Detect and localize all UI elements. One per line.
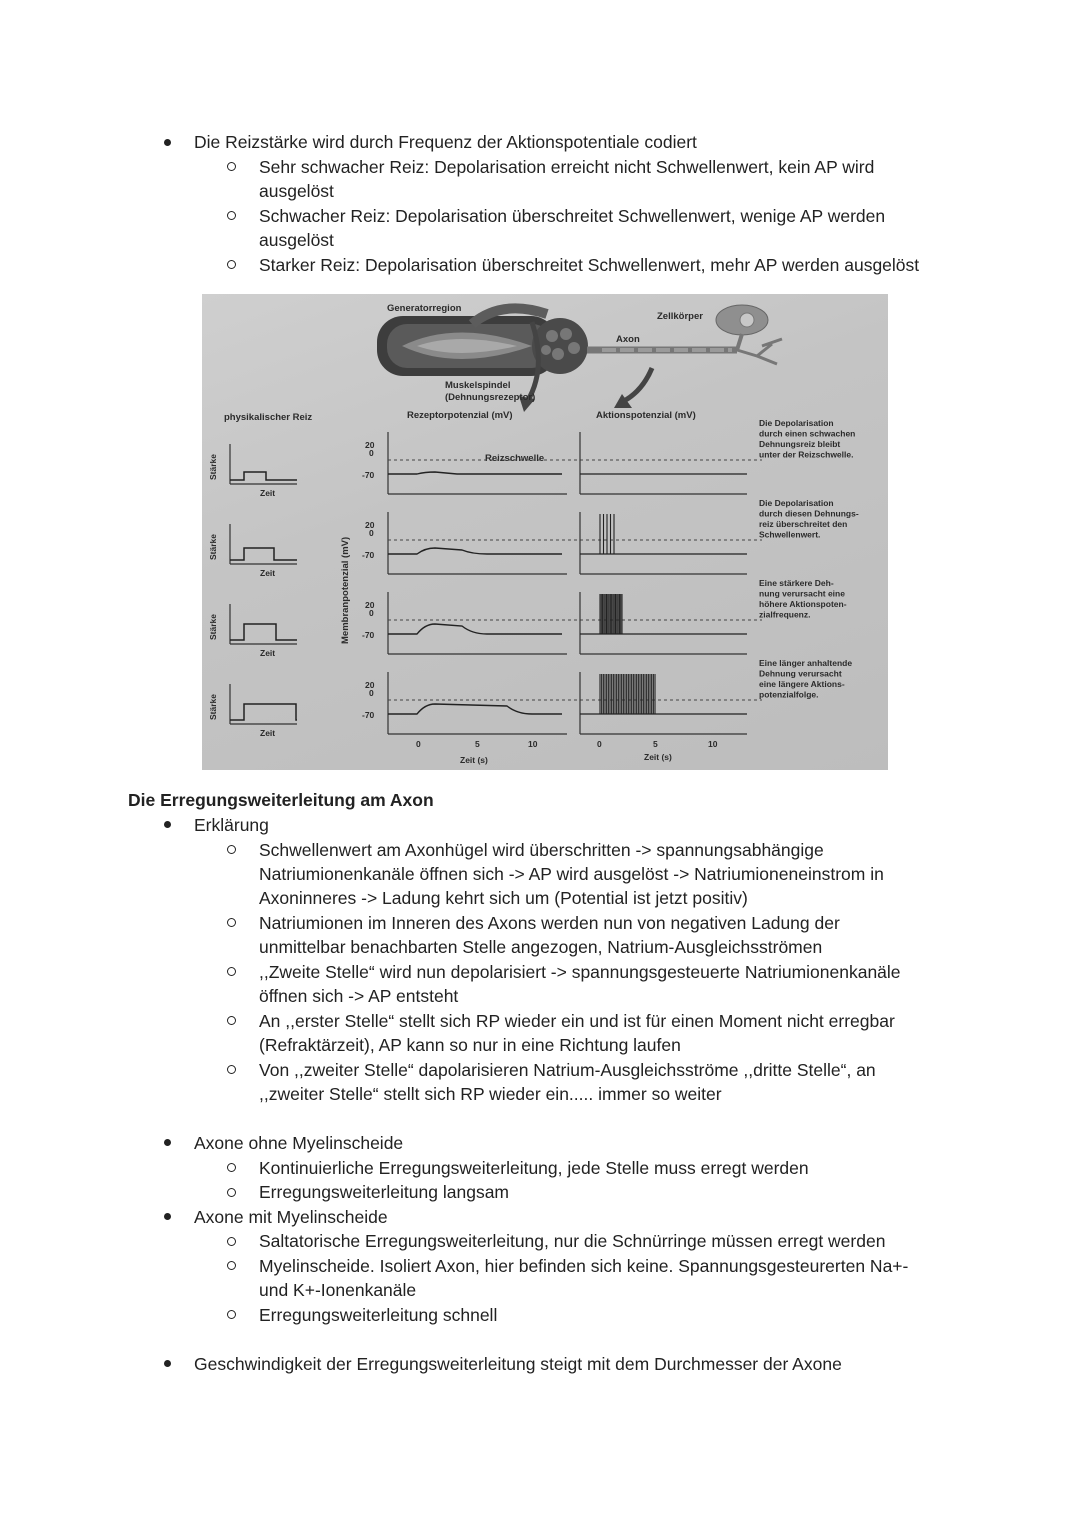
figure-diagram — [202, 294, 888, 770]
x-axis-label: Zeit (s) — [644, 752, 672, 762]
note-text: Dehnung verursacht — [759, 668, 842, 679]
s2-i1-l3: Axoninneres -> Ladung kehrt sich um (Potential ist jetzt positiv) — [259, 888, 748, 908]
x-tick: 5 — [475, 739, 480, 749]
s3-j1: Saltatorische Erregungsweiterleitung, nur die Schnürringe müssen erregt werden — [259, 1231, 886, 1251]
s3-j3: Erregungsweiterleitung schnell — [259, 1305, 498, 1325]
s2-i5-l2: ,,zweiter Stelle“ stellt sich RP wieder ein..... immer so weiter — [259, 1084, 722, 1104]
y-tick: 20 — [365, 520, 375, 530]
sub-bullet-marker — [227, 211, 236, 220]
s2-i3-l2: öffnen sich -> AP entsteht — [259, 986, 459, 1006]
s2-i4-l1: An ,,erster Stelle“ stellt sich RP wieder ein und ist für einen Moment nicht erregbar — [259, 1011, 895, 1031]
receptor-potential-curve — [388, 472, 562, 474]
arrow-to-action — [622, 368, 652, 402]
bullet-marker — [164, 1213, 171, 1220]
sub-bullet-marker — [227, 1188, 236, 1197]
note-text: nung verursacht eine — [759, 588, 845, 599]
stimulus-axis-label: Stärke — [208, 694, 218, 720]
sub-bullet-marker — [227, 845, 236, 854]
stimulus-axis-label: Stärke — [208, 534, 218, 560]
note-text: Eine stärkere Deh- — [759, 578, 834, 588]
s3-i2: Erregungsweiterleitung langsam — [259, 1182, 509, 1202]
sub-bullet-marker — [227, 260, 236, 269]
receptor-potential-curve — [388, 548, 562, 554]
stimulus-time-label: Zeit — [260, 568, 276, 578]
x-tick: 0 — [416, 739, 421, 749]
y-tick: 20 — [365, 440, 375, 450]
section1-item3-line1: Starker Reiz: Depolarisation überschreitet Schwellenwert, mehr AP werden ausgelöst — [259, 255, 920, 275]
stimulus-pulse — [230, 704, 297, 720]
label-reizschwelle: Reizschwelle — [485, 453, 545, 464]
sub-bullet-marker — [227, 918, 236, 927]
sub-bullet-marker — [227, 1065, 236, 1074]
note-text: Dehnungsreiz bleibt — [759, 439, 841, 449]
receptor-potential-curve — [388, 624, 562, 634]
stimulus-time-label: Zeit — [260, 648, 276, 658]
label-dehnungsrezeptor: (Dehnungsrezeptor) — [445, 392, 536, 403]
label-muskelspindel: Muskelspindel — [445, 380, 511, 391]
note-text: unter der Reizschwelle. — [759, 449, 854, 460]
bullet-marker — [164, 1360, 171, 1367]
sub-bullet-marker — [227, 1310, 236, 1319]
sub-bullet-marker — [227, 1261, 236, 1270]
label-zellkoerper: Zellkörper — [657, 311, 703, 322]
sub-bullet-marker — [227, 162, 236, 171]
label-membranpotenzial: Membranpotenzial (mV) — [340, 536, 351, 644]
section1-item1-line2: ausgelöst — [259, 181, 334, 201]
y-tick: 0 — [369, 528, 374, 538]
s3-i1: Kontinuierliche Erregungsweiterleitung, jede Stelle muss erregt werden — [259, 1158, 809, 1178]
s2-i2-l2: unmittelbar benachbarten Stelle angezogen, Natrium-Ausgleichsströmen — [259, 937, 823, 957]
x-axis-label: Zeit (s) — [460, 755, 488, 765]
bullet-marker — [164, 139, 171, 146]
stimulus-pulse — [230, 548, 297, 560]
bullet-marker — [164, 1139, 171, 1146]
stimulus-time-label: Zeit — [260, 728, 276, 738]
stimulus-axis-label: Stärke — [208, 614, 218, 640]
stimulus-pulse — [230, 472, 297, 480]
s3-bullet1: Axone ohne Myelinscheide — [194, 1133, 404, 1153]
note-text: durch einen schwachen — [759, 428, 856, 439]
muscle-spindle-illustration — [377, 308, 588, 376]
sub-bullet-marker — [227, 967, 236, 976]
s2-i1-l2: Natriumionenkanäle öffnen sich -> AP wird ausgelöst -> Natriumioneneinstrom in — [259, 864, 884, 884]
note-text: Die Depolarisation — [759, 418, 834, 428]
note-text: Eine länger anhaltende — [759, 658, 853, 668]
label-aktionspotenzial: Aktionspotenzial (mV) — [596, 410, 696, 421]
s3-bullet2: Axone mit Myelinscheide — [194, 1207, 388, 1227]
label-axon: Axon — [616, 334, 640, 345]
y-tick: 20 — [365, 600, 375, 610]
x-tick: 0 — [597, 739, 602, 749]
y-tick: 0 — [369, 448, 374, 458]
figure-rows — [208, 418, 859, 738]
note-text: Schwellenwert. — [759, 529, 821, 540]
x-tick: 5 — [653, 739, 658, 749]
s3-bullet3: Geschwindigkeit der Erregungsweiterleitung steigt mit dem Durchmesser der Axone — [194, 1354, 842, 1374]
label-rezeptorpotenzial: Rezeptorpotenzial (mV) — [407, 410, 513, 421]
note-text: reiz überschreitet den — [759, 519, 848, 529]
s3-j2-l1: Myelinscheide. Isoliert Axon, hier befinden sich keine. Spannungsgesteurerten Na+- — [259, 1256, 909, 1276]
y-tick: -70 — [362, 630, 375, 640]
sub-bullet-marker — [227, 1163, 236, 1172]
stimulus-time-label: Zeit — [260, 488, 276, 498]
note-text: durch diesen Dehnungs- — [759, 508, 859, 519]
label-physikalischer-reiz: physikalischer Reiz — [224, 412, 313, 423]
s2-i4-l2: (Refraktärzeit), AP kann so nur in eine Richtung laufen — [259, 1035, 681, 1055]
section1-item1-line1: Sehr schwacher Reiz: Depolarisation erreicht nicht Schwellenwert, kein AP wird — [259, 157, 875, 177]
section1-item2-line1: Schwacher Reiz: Depolarisation überschreitet Schwellenwert, wenige AP werden — [259, 206, 886, 226]
label-generatorregion: Generatorregion — [387, 303, 462, 314]
s2-i3-l1: ,,Zweite Stelle“ wird nun depolarisiert -> spannungsgesteuerte Natriumionenkanäle — [259, 962, 901, 982]
sub-bullet-marker — [227, 1237, 236, 1246]
y-tick: -70 — [362, 550, 375, 560]
section1-bullet: Die Reizstärke wird durch Frequenz der Aktionspotentiale codiert — [194, 132, 697, 152]
stimulus-pulse — [230, 624, 297, 640]
y-tick: 20 — [365, 680, 375, 690]
y-tick: 0 — [369, 688, 374, 698]
section2-bullet: Erklärung — [194, 815, 269, 835]
note-text: eine längere Aktions- — [759, 679, 845, 689]
s2-i5-l1: Von ,,zweiter Stelle“ dapolarisieren Natrium-Ausgleichsströme ,,dritte Stelle“, an — [259, 1060, 876, 1080]
note-text: potenzialfolge. — [759, 689, 819, 700]
y-tick: -70 — [362, 470, 375, 480]
section-heading: Die Erregungsweiterleitung am Axon — [128, 790, 434, 810]
s2-i1-l1: Schwellenwert am Axonhügel wird überschritten -> spannungsabhängige — [259, 840, 824, 860]
bullet-marker — [164, 821, 171, 828]
note-text: Die Depolarisation — [759, 498, 834, 508]
s3-j2-l2: und K+-Ionenkanäle — [259, 1280, 417, 1300]
s2-i2-l1: Natriumionen im Inneren des Axons werden nun von negativen Ladung der — [259, 913, 840, 933]
receptor-potential-curve — [388, 704, 562, 714]
y-tick: 0 — [369, 608, 374, 618]
stimulus-axis-label: Stärke — [208, 454, 218, 480]
x-tick: 10 — [708, 739, 718, 749]
section1-item2-line2: ausgelöst — [259, 230, 334, 250]
y-tick: -70 — [362, 710, 375, 720]
sub-bullet-marker — [227, 1016, 236, 1025]
note-text: zialfrequenz. — [759, 609, 811, 620]
note-text: höhere Aktionspoten- — [759, 599, 847, 609]
receptor-potential-figure — [202, 294, 888, 770]
x-tick: 10 — [528, 739, 538, 749]
